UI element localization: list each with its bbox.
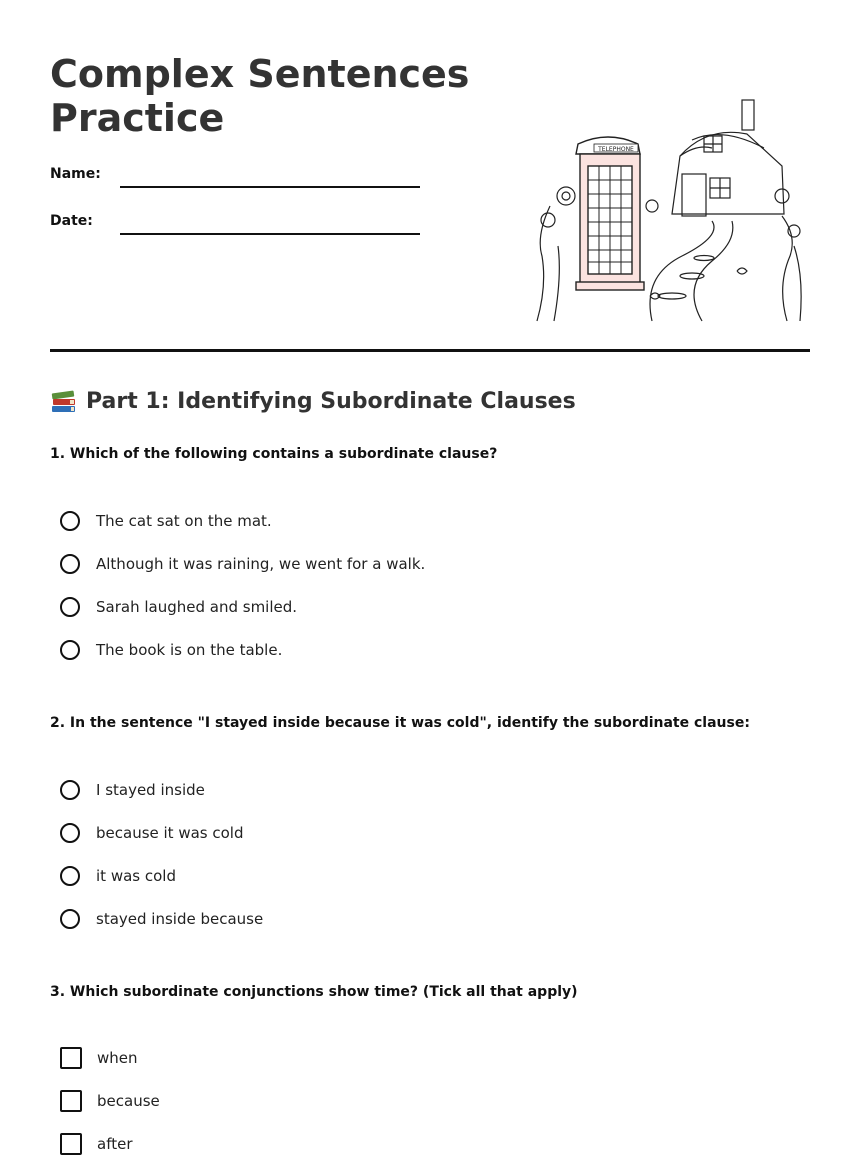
phone-box-cottage-illustration xyxy=(532,96,810,326)
option-label: I stayed inside xyxy=(96,781,205,799)
option-label: it was cold xyxy=(96,867,176,885)
q1-option-4[interactable] xyxy=(60,637,282,663)
q1-option-3[interactable] xyxy=(60,594,297,620)
name-field xyxy=(50,166,430,196)
date-write-line[interactable] xyxy=(120,233,420,235)
option-label: after xyxy=(97,1135,133,1153)
question-3: 3. Which subordinate conjunctions show time? (Tick all that apply) xyxy=(50,984,578,1000)
question-1: 1. Which of the following contains a subordinate clause? xyxy=(50,446,498,462)
radio-button[interactable] xyxy=(60,780,80,800)
radio-button[interactable] xyxy=(60,511,80,531)
section-divider xyxy=(50,349,810,352)
option-label: because it was cold xyxy=(96,824,244,842)
option-label: The book is on the table. xyxy=(96,641,283,659)
question-2: 2. In the sentence "I stayed inside because it was cold", identify the subordinate clause: xyxy=(50,715,750,731)
option-label: Sarah laughed and smiled. xyxy=(96,598,298,616)
radio-button[interactable] xyxy=(60,554,80,574)
radio-button[interactable] xyxy=(60,909,80,929)
checkbox[interactable] xyxy=(60,1133,82,1155)
option-label: stayed inside because xyxy=(96,910,264,928)
radio-button[interactable] xyxy=(60,597,80,617)
date-label: Date: xyxy=(50,213,93,229)
option-label: because xyxy=(97,1092,160,1110)
worksheet-title: Complex Sentences Practice xyxy=(50,52,470,140)
books-icon xyxy=(50,388,78,414)
q3-option-2[interactable] xyxy=(60,1088,160,1114)
q2-option-3[interactable] xyxy=(60,863,176,889)
part1-heading xyxy=(50,388,576,414)
option-label: The cat sat on the mat. xyxy=(96,512,272,530)
date-field xyxy=(50,213,430,243)
q2-option-2[interactable] xyxy=(60,820,243,846)
telephone-sign: TELEPHONE xyxy=(598,146,634,153)
q3-option-1[interactable] xyxy=(60,1045,138,1071)
checkbox[interactable] xyxy=(60,1047,82,1069)
radio-button[interactable] xyxy=(60,866,80,886)
radio-button[interactable] xyxy=(60,823,80,843)
q3-option-3[interactable] xyxy=(60,1131,133,1157)
part1-title: Part 1: Identifying Subordinate Clauses xyxy=(86,388,576,414)
checkbox[interactable] xyxy=(60,1090,82,1112)
q1-option-1[interactable] xyxy=(60,508,272,534)
q2-option-1[interactable] xyxy=(60,777,205,803)
q1-option-2[interactable] xyxy=(60,551,425,577)
name-label: Name: xyxy=(50,166,101,182)
radio-button[interactable] xyxy=(60,640,80,660)
q2-option-4[interactable] xyxy=(60,906,263,932)
option-label: when xyxy=(97,1049,138,1067)
name-write-line[interactable] xyxy=(120,186,420,188)
option-label: Although it was raining, we went for a walk. xyxy=(96,555,426,573)
